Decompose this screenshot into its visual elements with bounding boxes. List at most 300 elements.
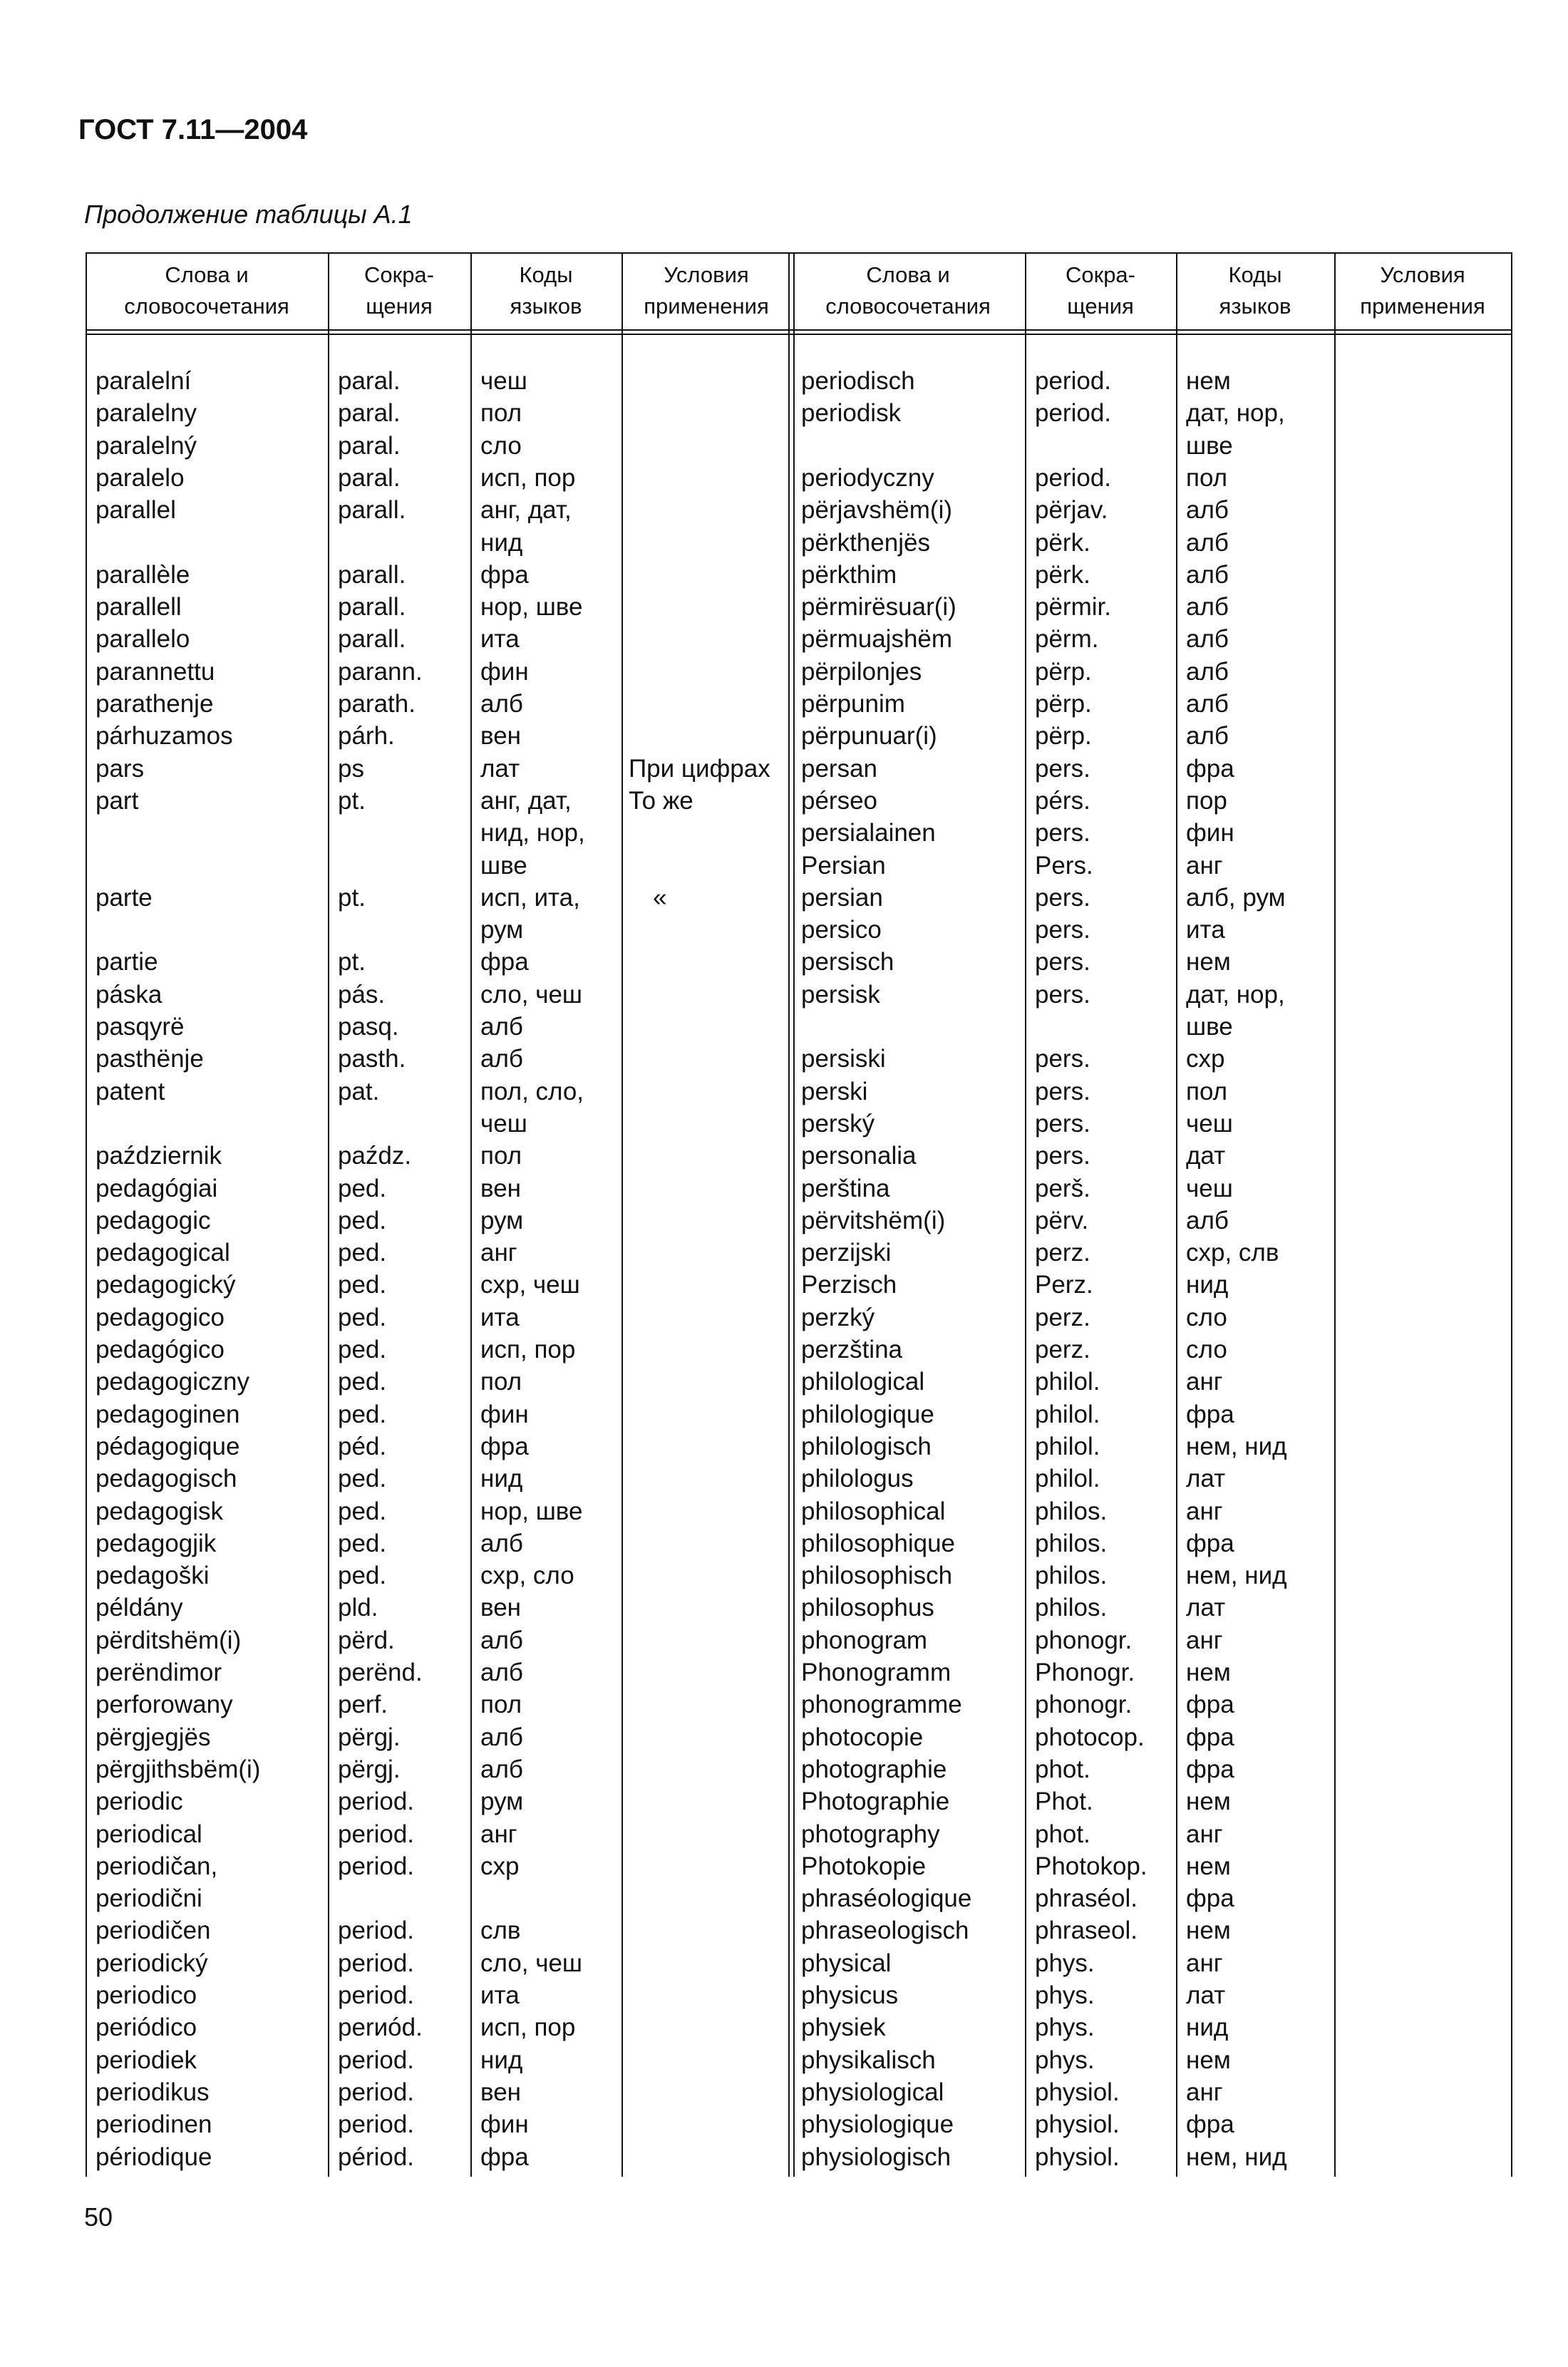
- cell-lang-codes: шве: [1186, 431, 1233, 460]
- cell-word: përkthenjës: [801, 528, 930, 557]
- cell-lang-codes: анг: [480, 1239, 517, 1267]
- cell-word: pasthënje: [96, 1045, 204, 1073]
- cell-abbr: parall.: [338, 560, 406, 589]
- cell-abbr: perz.: [1035, 1336, 1090, 1363]
- cell-word: páska: [96, 980, 163, 1009]
- cell-word: periodičen: [96, 1917, 211, 1945]
- cell-lang-codes: анг: [1186, 1949, 1223, 1977]
- cell-abbr: pasth.: [338, 1045, 406, 1073]
- cell-word: październik: [96, 1142, 222, 1170]
- cell-conditions: [1344, 1882, 1511, 1914]
- cell-lang-codes: алб: [480, 1013, 523, 1041]
- table-row: [86, 1140, 1511, 1172]
- cell-conditions: [629, 1140, 791, 1172]
- cell-word: photography: [801, 1820, 940, 1848]
- cell-word: perzký: [801, 1303, 875, 1331]
- cell-conditions: [629, 1721, 791, 1753]
- cell-lang-codes: фин: [480, 1400, 529, 1428]
- cell-lang-codes: рум: [480, 1206, 524, 1234]
- cell-lang-codes: нем, нид: [1186, 1562, 1287, 1590]
- cell-lang-codes: вен: [480, 722, 521, 751]
- cell-abbr: pérs.: [1035, 786, 1090, 815]
- cell-word: pedagogisch: [96, 1465, 237, 1493]
- cell-conditions: [1344, 1495, 1511, 1527]
- cell-word: phonogram: [801, 1626, 928, 1654]
- cell-word: photographie: [801, 1755, 947, 1783]
- cell-word: photocopie: [801, 1723, 924, 1751]
- cell-conditions: [1344, 1172, 1511, 1205]
- header-line: Коды: [519, 262, 573, 287]
- cell-word: patent: [96, 1077, 165, 1105]
- cell-abbr: ped.: [338, 1465, 387, 1493]
- cell-word: përjavshëm(i): [801, 496, 952, 525]
- cell-abbr: phonogr.: [1035, 1691, 1133, 1719]
- cell-lang-codes: чеш: [1186, 1174, 1233, 1202]
- cell-word: përkthim: [801, 560, 897, 589]
- cell-word: persisk: [801, 980, 880, 1009]
- cell-abbr: përd.: [338, 1626, 395, 1654]
- cell-word: paralelní: [96, 367, 192, 395]
- cell-conditions: [1344, 1947, 1511, 1979]
- cell-lang-codes: нем: [1186, 1659, 1231, 1686]
- cell-lang-codes: фра: [1186, 1723, 1234, 1751]
- cell-word: philologisch: [801, 1432, 932, 1460]
- header-line: Условия: [1380, 262, 1465, 287]
- cell-word: Persian: [801, 851, 886, 880]
- cell-abbr: period.: [1035, 367, 1112, 395]
- cell-lang-codes: фра: [1186, 1755, 1234, 1783]
- cell-word: përvitshëm(i): [801, 1206, 946, 1234]
- cell-word: philosophisch: [801, 1562, 953, 1590]
- cell-abbr: perënd.: [338, 1659, 423, 1686]
- cell-word: përditshëm(i): [96, 1626, 242, 1654]
- cell-word: periodisch: [801, 367, 915, 395]
- cell-lang-codes: фра: [1186, 1884, 1234, 1913]
- cell-conditions: [1344, 753, 1511, 785]
- table-row: [86, 785, 1511, 817]
- cell-abbr: parall.: [338, 496, 406, 525]
- cell-conditions: [629, 979, 791, 1011]
- cell-lang-codes: рум: [480, 916, 524, 944]
- cell-abbr: philos.: [1035, 1497, 1108, 1525]
- cell-abbr: phys.: [1035, 2013, 1095, 2042]
- header-word: [791, 252, 1025, 329]
- cell-lang-codes: нем: [1186, 2046, 1231, 2074]
- cell-abbr: pt.: [338, 948, 366, 976]
- table-row: [86, 1753, 1511, 1785]
- cell-word: periodyczny: [801, 463, 934, 492]
- cell-word: perzština: [801, 1336, 903, 1363]
- cell-abbr: péd.: [338, 1432, 387, 1460]
- cell-lang-codes: шве: [480, 851, 527, 880]
- cell-abbr: ped.: [338, 1239, 387, 1267]
- cell-word: pedagogic: [96, 1206, 211, 1234]
- cell-lang-codes: вен: [480, 2078, 521, 2106]
- cell-word: parallell: [96, 593, 182, 622]
- cell-conditions: [1344, 1301, 1511, 1334]
- cell-word: pedagógiai: [96, 1174, 218, 1202]
- cell-conditions: [1344, 2044, 1511, 2076]
- cell-lang-codes: сло, чеш: [480, 980, 583, 1009]
- cell-conditions: [629, 1463, 791, 1495]
- table-row: [86, 365, 1511, 397]
- cell-lang-codes: нем, нид: [1186, 1432, 1287, 1460]
- cell-word: parallelo: [96, 625, 190, 654]
- header-line: Условия: [664, 262, 749, 287]
- cell-lang-codes: пол: [1186, 463, 1228, 492]
- cell-conditions: [629, 1818, 791, 1850]
- cell-lang-codes: лат: [1186, 1465, 1226, 1493]
- table-column-line: [1511, 252, 1512, 2177]
- cell-abbr: period.: [338, 2078, 415, 2106]
- cell-lang-codes: нид: [1186, 1271, 1229, 1299]
- cell-word: philologus: [801, 1465, 914, 1493]
- cell-lang-codes: схр: [480, 1852, 520, 1880]
- cell-abbr: phot.: [1035, 1820, 1090, 1848]
- cell-conditions: [1344, 1076, 1511, 1108]
- cell-word: phraséologique: [801, 1884, 972, 1913]
- cell-lang-codes: алб: [1186, 496, 1229, 525]
- table-row: [86, 1237, 1511, 1269]
- cell-conditions: [629, 2141, 791, 2173]
- cell-abbr: pat.: [338, 1077, 380, 1105]
- cell-lang-codes: фин: [480, 657, 529, 686]
- cell-conditions: [629, 1398, 791, 1430]
- cell-word: periódico: [96, 2013, 197, 2042]
- cell-conditions: [1344, 430, 1511, 462]
- page-number: 50: [84, 2202, 113, 2232]
- cell-abbr: paźdz.: [338, 1142, 412, 1170]
- cell-lang-codes: вен: [480, 1174, 521, 1202]
- cell-abbr: period.: [338, 1917, 415, 1945]
- cell-abbr: Phonogr.: [1035, 1659, 1135, 1686]
- cell-word: pedagogický: [96, 1271, 236, 1299]
- cell-word: periodisk: [801, 399, 902, 428]
- cell-word: [96, 914, 328, 946]
- cell-lang-codes: исп, пор: [480, 463, 576, 492]
- table-row: [86, 1301, 1511, 1334]
- cell-abbr: përp.: [1035, 657, 1092, 686]
- table-row: [86, 1979, 1511, 2011]
- cell-abbr: ped.: [338, 1174, 387, 1202]
- cell-conditions: [1344, 1205, 1511, 1237]
- cell-lang-codes: схр, слв: [1186, 1239, 1279, 1267]
- cell-abbr: [338, 850, 470, 882]
- cell-abbr: philos.: [1035, 1529, 1108, 1557]
- cell-conditions: [1344, 397, 1511, 429]
- cell-word: physiologisch: [801, 2142, 951, 2171]
- cell-word: periodični: [96, 1884, 202, 1913]
- cell-conditions: [1344, 817, 1511, 849]
- cell-abbr: perš.: [1035, 1174, 1090, 1202]
- cell-conditions: [1344, 656, 1511, 688]
- cell-word: physiologique: [801, 2110, 954, 2139]
- cell-conditions: [629, 1334, 791, 1366]
- cell-word: perský: [801, 1109, 875, 1138]
- cell-conditions: [1344, 1398, 1511, 1430]
- cell-conditions: [1344, 1914, 1511, 1946]
- header-conditions: [1334, 252, 1511, 329]
- cell-word: physicus: [801, 1981, 899, 2009]
- cell-abbr: përv.: [1035, 1206, 1089, 1234]
- cell-conditions: [629, 1269, 791, 1301]
- cell-abbr: paral.: [338, 463, 401, 492]
- cell-conditions: [1344, 1753, 1511, 1785]
- cell-lang-codes: пол: [480, 1691, 522, 1719]
- cell-conditions: [629, 1108, 791, 1140]
- cell-abbr: pers.: [1035, 819, 1090, 847]
- cell-abbr: photocop.: [1035, 1723, 1145, 1751]
- table-row: [86, 2044, 1511, 2076]
- cell-abbr: ped.: [338, 1303, 387, 1331]
- cell-word: përmuajshëm: [801, 625, 953, 654]
- cell-word: persico: [801, 916, 882, 944]
- cell-abbr: [1035, 430, 1176, 462]
- cell-lang-codes: дат, нор,: [1186, 980, 1285, 1009]
- cell-lang-codes: лат: [1186, 1594, 1226, 1622]
- cell-abbr: pers.: [1035, 948, 1090, 976]
- cell-word: physikalisch: [801, 2046, 936, 2074]
- header-line: языков: [1219, 294, 1291, 319]
- cell-conditions: [1344, 1688, 1511, 1721]
- cell-word: Photokopie: [801, 1852, 927, 1880]
- header-line: Коды: [1228, 262, 1282, 287]
- cell-lang-codes: анг: [1186, 1368, 1223, 1396]
- cell-abbr: [338, 1108, 470, 1140]
- cell-lang-codes: пор: [1186, 786, 1227, 815]
- cell-word: periodikus: [96, 2078, 210, 2106]
- cell-abbr: pers.: [1035, 1142, 1090, 1170]
- cell-abbr: period.: [1035, 399, 1112, 428]
- cell-word: periodičan,: [96, 1852, 218, 1880]
- table-row: [86, 494, 1511, 526]
- cell-lang-codes: алб: [480, 1755, 523, 1783]
- cell-conditions: [629, 1947, 791, 1979]
- cell-abbr: përk.: [1035, 528, 1090, 557]
- cell-conditions: [1344, 1463, 1511, 1495]
- cell-abbr: ped.: [338, 1336, 387, 1363]
- cell-word: përpunuar(i): [801, 722, 937, 751]
- cell-conditions: [629, 688, 791, 720]
- table-row: [86, 1043, 1511, 1075]
- cell-abbr: philol.: [1035, 1400, 1100, 1428]
- table-row: [86, 527, 1511, 559]
- table-row: [86, 1463, 1511, 1495]
- cell-conditions: «: [653, 883, 667, 912]
- cell-word: persisch: [801, 948, 894, 976]
- header-line: щения: [1067, 294, 1134, 319]
- cell-word: [801, 430, 1025, 462]
- table-row: [86, 1947, 1511, 1979]
- cell-lang-codes: фра: [480, 560, 529, 589]
- table-row: [86, 2011, 1511, 2043]
- cell-conditions: [629, 1205, 791, 1237]
- cell-abbr: pers.: [1035, 980, 1090, 1009]
- cell-conditions: [1344, 2108, 1511, 2140]
- cell-word: physiological: [801, 2078, 944, 2106]
- cell-lang-codes: алб: [1186, 528, 1229, 557]
- cell-conditions: [1344, 882, 1511, 914]
- table-row: [86, 2076, 1511, 2108]
- cell-lang-codes: нид: [480, 1465, 523, 1493]
- table-row: [86, 946, 1511, 978]
- cell-lang-codes: дат: [1186, 1142, 1226, 1170]
- cell-word: perština: [801, 1174, 890, 1202]
- cell-conditions: [629, 1592, 791, 1624]
- cell-conditions: [629, 1688, 791, 1721]
- cell-word: philologique: [801, 1400, 934, 1428]
- cell-abbr: phraséol.: [1035, 1884, 1138, 1913]
- cell-word: pedagogjik: [96, 1529, 217, 1557]
- cell-abbr: period.: [1035, 463, 1112, 492]
- table-row: [86, 623, 1511, 655]
- cell-abbr: philol.: [1035, 1432, 1100, 1460]
- cell-conditions: [629, 850, 791, 882]
- table-header-separator: [86, 329, 1511, 335]
- cell-lang-codes: сло: [1186, 1336, 1227, 1363]
- cell-word: periodiek: [96, 2046, 197, 2074]
- cell-conditions: [629, 1753, 791, 1785]
- cell-conditions: [1344, 1592, 1511, 1624]
- cell-lang-codes: нид, нор,: [480, 819, 585, 847]
- cell-word: partie: [96, 948, 158, 976]
- cell-conditions: [1344, 623, 1511, 655]
- cell-abbr: paral.: [338, 367, 401, 395]
- cell-abbr: period.: [338, 1852, 415, 1880]
- cell-abbr: përgj.: [338, 1755, 401, 1783]
- cell-abbr: pás.: [338, 980, 386, 1009]
- cell-conditions: [1344, 979, 1511, 1011]
- cell-conditions: [629, 1366, 791, 1398]
- header-line: щения: [366, 294, 433, 319]
- cell-word: párhuzamos: [96, 722, 233, 751]
- cell-lang-codes: схр, чеш: [480, 1271, 580, 1299]
- table-row: [86, 1205, 1511, 1237]
- cell-word: periodinen: [96, 2110, 212, 2139]
- cell-conditions: [629, 430, 791, 462]
- cell-word: pedagógico: [96, 1336, 225, 1363]
- cell-lang-codes: нор, шве: [480, 593, 583, 622]
- table-row: [86, 1850, 1511, 1882]
- cell-conditions: [629, 527, 791, 559]
- cell-conditions: [1344, 1430, 1511, 1463]
- cell-conditions: [629, 1979, 791, 2011]
- cell-word: perëndimor: [96, 1659, 222, 1686]
- cell-conditions: [1344, 720, 1511, 752]
- cell-lang-codes: анг, дат,: [480, 786, 572, 815]
- cell-lang-codes: сло: [480, 431, 522, 460]
- cell-lang-codes: алб: [480, 1723, 523, 1751]
- standard-code: ГОСТ 7.11—2004: [78, 114, 308, 145]
- cell-abbr: përgj.: [338, 1723, 401, 1751]
- cell-word: paralelny: [96, 399, 197, 428]
- cell-conditions: [1344, 1721, 1511, 1753]
- cell-lang-codes: фра: [1186, 1691, 1234, 1719]
- cell-conditions: [1344, 1108, 1511, 1140]
- cell-abbr: ped.: [338, 1400, 387, 1428]
- cell-conditions: При цифрах: [629, 754, 770, 783]
- cell-word: périodique: [96, 2142, 212, 2171]
- cell-word: physiek: [801, 2013, 886, 2042]
- cell-lang-codes: слв: [480, 1917, 521, 1945]
- cell-word: pedagogico: [96, 1303, 225, 1331]
- cell-abbr: pers.: [1035, 916, 1090, 944]
- cell-lang-codes: схр: [1186, 1045, 1225, 1073]
- cell-word: parallèle: [96, 560, 190, 589]
- table-row: [86, 397, 1511, 429]
- cell-word: pedagogical: [96, 1239, 230, 1267]
- cell-lang-codes: фин: [1186, 819, 1234, 847]
- cell-abbr: Pers.: [1035, 851, 1093, 880]
- cell-word: philological: [801, 1368, 925, 1396]
- cell-conditions: [629, 462, 791, 494]
- cell-conditions: То же: [629, 786, 693, 815]
- cell-word: përmirësuar(i): [801, 593, 956, 622]
- cell-abbr: përp.: [1035, 690, 1092, 718]
- cell-abbr: përp.: [1035, 722, 1092, 751]
- cell-conditions: [1344, 1043, 1511, 1075]
- cell-conditions: [629, 1301, 791, 1334]
- cell-abbr: period.: [338, 1820, 415, 1848]
- cell-abbr: Perz.: [1035, 1271, 1093, 1299]
- cell-conditions: [1344, 494, 1511, 526]
- cell-conditions: [1344, 2076, 1511, 2108]
- cell-word: pedagoginen: [96, 1400, 240, 1428]
- cell-abbr: philos.: [1035, 1562, 1108, 1590]
- cell-conditions: [629, 817, 791, 849]
- cell-lang-codes: пол, сло,: [480, 1077, 584, 1105]
- cell-abbr: [338, 817, 470, 849]
- cell-lang-codes: анг: [1186, 1820, 1223, 1848]
- cell-conditions: [629, 559, 791, 591]
- abbreviation-table: [86, 252, 1511, 2177]
- cell-conditions: [1344, 1559, 1511, 1592]
- cell-lang-codes: пол: [1186, 1077, 1228, 1105]
- cell-lang-codes: алб: [1186, 1206, 1229, 1234]
- cell-abbr: perиód.: [338, 2013, 423, 2042]
- cell-lang-codes: сло, чеш: [480, 1949, 583, 1977]
- header-conditions: [621, 252, 791, 329]
- cell-conditions: [1344, 2011, 1511, 2043]
- cell-lang-codes: чеш: [480, 367, 527, 395]
- cell-word: parte: [96, 883, 153, 912]
- cell-lang-codes: нем, нид: [1186, 2142, 1287, 2171]
- cell-conditions: [1344, 1366, 1511, 1398]
- cell-lang-codes: нор, шве: [480, 1497, 583, 1525]
- cell-lang-codes: лат: [480, 754, 520, 783]
- table-row: [86, 1624, 1511, 1656]
- cell-abbr: [338, 914, 470, 946]
- cell-conditions: [1344, 1656, 1511, 1688]
- cell-abbr: ped.: [338, 1529, 387, 1557]
- cell-abbr: parath.: [338, 690, 416, 718]
- cell-lang-codes: алб: [480, 1626, 523, 1654]
- cell-abbr: ped.: [338, 1562, 387, 1590]
- cell-lang-codes: дат, нор,: [1186, 399, 1285, 428]
- table-row: [86, 1688, 1511, 1721]
- cell-abbr: pasq.: [338, 1013, 399, 1041]
- cell-lang-codes: алб: [1186, 722, 1229, 751]
- cell-word: [96, 817, 328, 849]
- cell-word: periodic: [96, 1788, 183, 1816]
- table-row: [86, 1011, 1511, 1043]
- cell-lang-codes: ита: [480, 1981, 520, 2009]
- cell-lang-codes: алб, рум: [1186, 883, 1286, 912]
- cell-abbr: phraseol.: [1035, 1917, 1138, 1945]
- table-row: [86, 1398, 1511, 1430]
- cell-conditions: [1344, 462, 1511, 494]
- cell-lang-codes: шве: [1186, 1013, 1233, 1041]
